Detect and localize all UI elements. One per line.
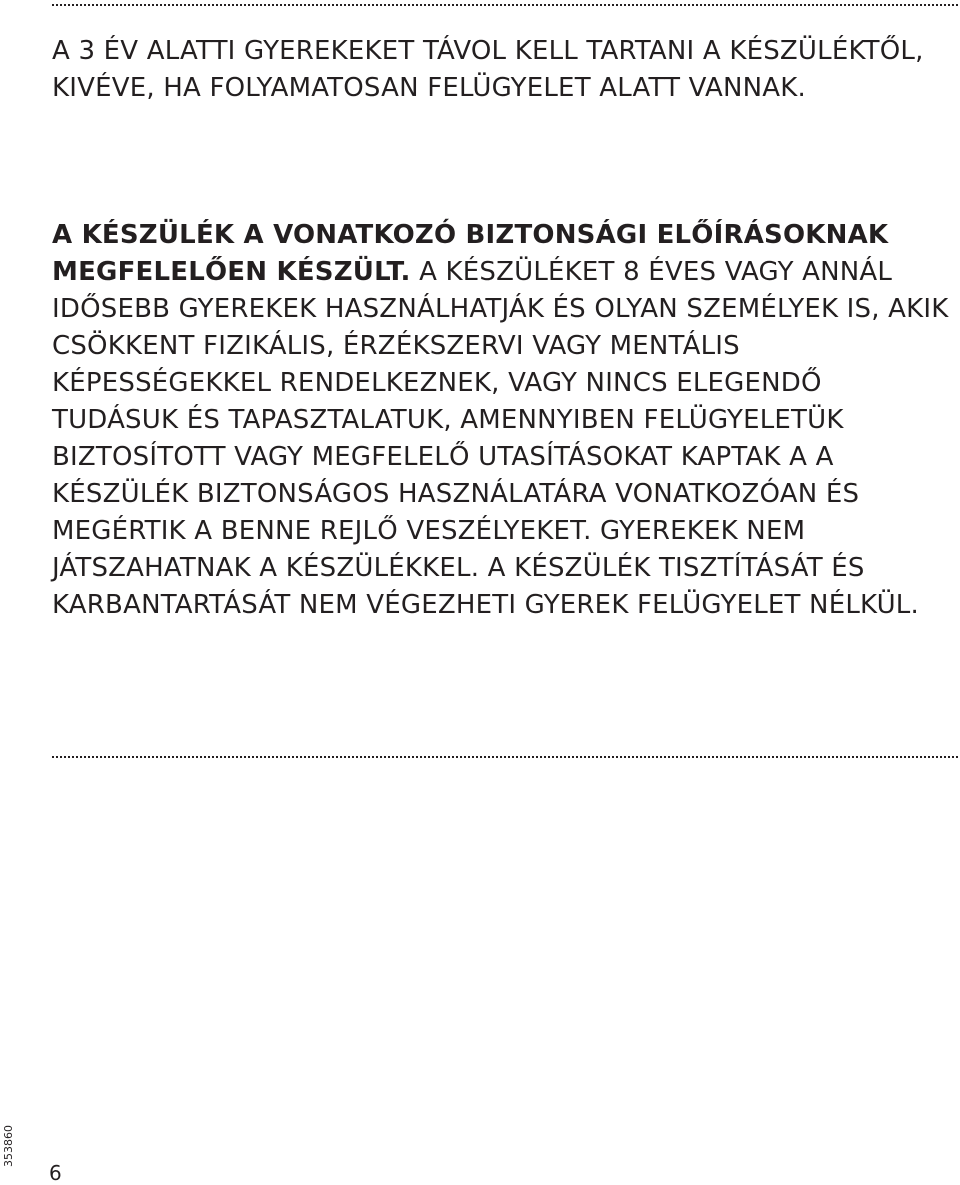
document-code: 353860	[2, 1125, 15, 1167]
safety-compliance-paragraph	[52, 217, 952, 624]
top-dotted-divider	[52, 4, 958, 6]
compliance-body-text: A KÉSZÜLÉKET 8 ÉVES VAGY ANNÁL IDŐSEBB GYEREKEK HASZNÁLHATJÁK ÉS OLYAN SZEMÉLYEK IS, AKIK CSÖKKENT FIZIKÁLIS, ÉRZÉKSZERVI VAGY MENTÁLIS KÉPESSÉGEKKEL RENDELKEZNEK, VAGY NINCS ELEGENDŐ TUDÁSUK ÉS TAPASZTALATUK, AMENNYIBEN FELÜGYELETÜK BIZTOSÍTOTT VAGY MEGFELELŐ UTASÍTÁSOKAT KAPTAK A A KÉSZÜLÉK BIZTONSÁGOS HASZNÁLATÁRA VONATKOZÓAN ÉS MEGÉRTIK A BENNE REJLŐ VESZÉLYEKET. GYEREKEK NEM JÁTSZAHATNAK A KÉSZÜLÉKKEL. A KÉSZÜLÉK TISZTÍTÁSÁT ÉS KARBANTARTÁSÁT NEM VÉGEZHETI GYEREK FELÜGYELET NÉLKÜL.	[52, 257, 949, 620]
children-warning-text: A 3 ÉV ALATTI GYEREKEKET TÁVOL KELL TARTANI A KÉSZÜLÉKTŐL, KIVÉVE, HA FOLYAMATOSAN FELÜGYELET ALATT VANNAK.	[52, 36, 924, 103]
compliance-heading: A KÉSZÜLÉK A VONATKOZÓ BIZTONSÁGI ELŐÍRÁSOKNAK MEGFELELŐEN KÉSZÜLT.	[52, 220, 889, 287]
page-number: 6	[49, 1161, 62, 1185]
children-warning-paragraph	[52, 33, 952, 107]
bottom-dotted-divider	[52, 756, 958, 758]
